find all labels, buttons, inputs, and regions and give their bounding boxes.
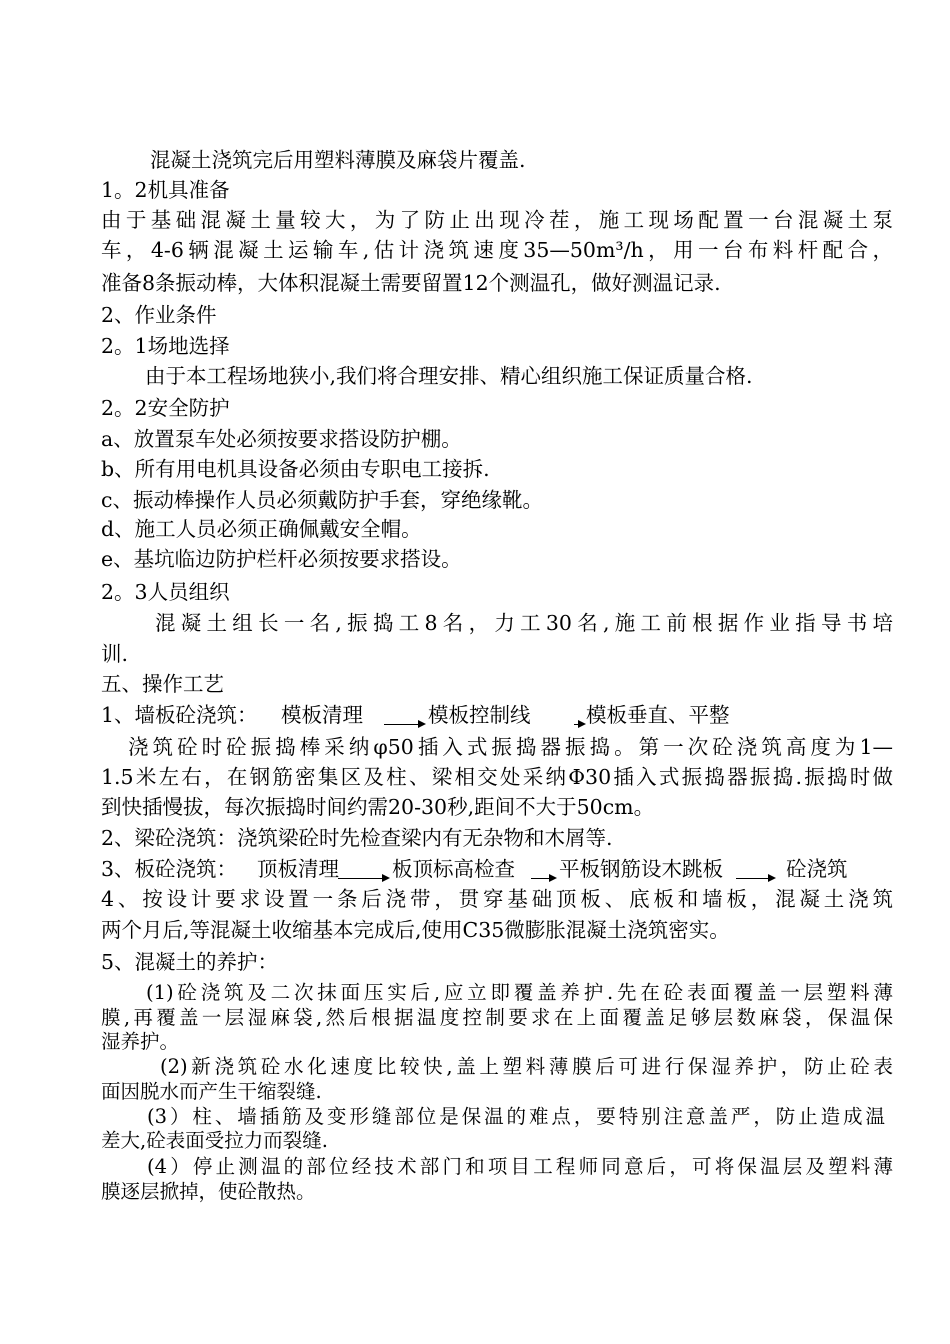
text-line: 膜逐层掀掉，使砼散热。 [101,1180,316,1203]
text-line: 2、梁砼浇筑：浇筑梁砼时先检查梁内有无杂物和木屑等. [101,826,613,850]
flow-arrow [338,878,388,880]
section-heading: 2。1场地选择 [101,334,230,358]
text-line: (3）柱、墙插筋及变形缝部位是保温的难点，要特别注意盖严，防止造成温 [147,1105,885,1128]
flow-label: 3、板砼浇筑： [101,857,238,881]
flow-step: 平板钢筋设木跳板 [559,857,723,881]
list-item: c、振动棒操作人员必须戴防护手套，穿绝缘靴。 [101,488,543,512]
flow-arrow [384,724,424,726]
section-heading: 1。2机具准备 [101,178,230,202]
flow-step: 模板垂直、平整 [586,703,730,727]
section-heading: 2。3人员组织 [101,580,230,604]
flow-arrow [531,878,555,880]
text-line: 4、按设计要求设置一条后浇带，贯穿基础顶板、底板和墙板，混凝土浇筑 [101,887,893,911]
flow-step: 砼浇筑 [786,857,848,881]
list-item: e、基坑临边防护栏杆必须按要求搭设。 [101,547,462,571]
text-line: (1)砼浇筑及二次抹面压实后,应立即覆盖养护.先在砼表面覆盖一层塑料薄 [146,981,893,1004]
text-line: 到快插慢拔，每次振捣时间约需20-30秒,距间不大于50cm。 [101,795,655,819]
section-heading: 2。2安全防护 [101,396,230,420]
text-line: 面因脱水而产生干缩裂缝. [101,1080,322,1103]
text-line: 准备8条振动棒，大体积混凝土需要留置12个测温孔，做好测温记录. [101,271,721,295]
section-heading: 2、作业条件 [101,303,217,327]
text-line: (2)新浇筑砼水化速度比较快,盖上塑料薄膜后可进行保湿养护，防止砼表 [160,1055,893,1078]
list-item: d、施工人员必须正确佩戴安全帽。 [101,517,422,541]
text-line: 混凝土组长一名,振捣工8名，力工30名,施工前根据作业指导书培 [155,611,893,635]
flow-arrow [736,878,774,880]
flow-step: 板顶标高检查 [392,857,515,881]
flow-arrow [574,724,584,726]
text-line: 车，4-6辆混凝土运输车,估计浇筑速度35—50m³/h，用一台布料杆配合， [101,238,893,262]
list-item: a、放置泵车处必须按要求搭设防护棚。 [101,427,462,451]
section-heading: 五、操作工艺 [101,672,224,696]
flow-step: 模板清理 [281,703,363,727]
text-line: 浇筑砼时砼振捣棒采纳φ50插入式振捣器振捣。第一次砼浇筑高度为1— [128,735,893,759]
flow-step: 顶板清理 [257,857,339,881]
text-line: 膜,再覆盖一层湿麻袋,然后根据温度控制要求在上面覆盖足够层数麻袋，保温保 [101,1006,893,1029]
text-line: 1.5米左右，在钢筋密集区及柱、梁相交处采纳Φ30插入式振捣器振捣.振捣时做 [101,765,893,789]
flow-label: 1、墙板砼浇筑： [101,703,258,727]
text-line: 由于基础混凝土量较大，为了防止出现冷茬，施工现场配置一台混凝土泵 [101,208,893,232]
text-line: 由于本工程场地狭小,我们将合理安排、精心组织施工保证质量合格. [145,364,753,388]
flow-step: 模板控制线 [428,703,531,727]
list-item: b、所有用电机具设备必须由专职电工接拆. [101,457,490,481]
text-line: 湿养护。 [101,1030,180,1053]
text-line: (4）停止测温的部位经技术部门和项目工程师同意后，可将保温层及塑料薄 [147,1155,893,1178]
text-line: 两个月后,等混凝土收缩基本完成后,使用C35微膨胀混凝土浇筑密实。 [101,918,730,942]
text-line: 混凝土浇筑完后用塑料薄膜及麻袋片覆盖. [150,148,526,172]
text-line: 训. [101,642,129,666]
text-line: 差大,砼表面受拉力而裂缝. [101,1129,328,1152]
section-heading: 5、混凝土的养护： [101,950,279,974]
